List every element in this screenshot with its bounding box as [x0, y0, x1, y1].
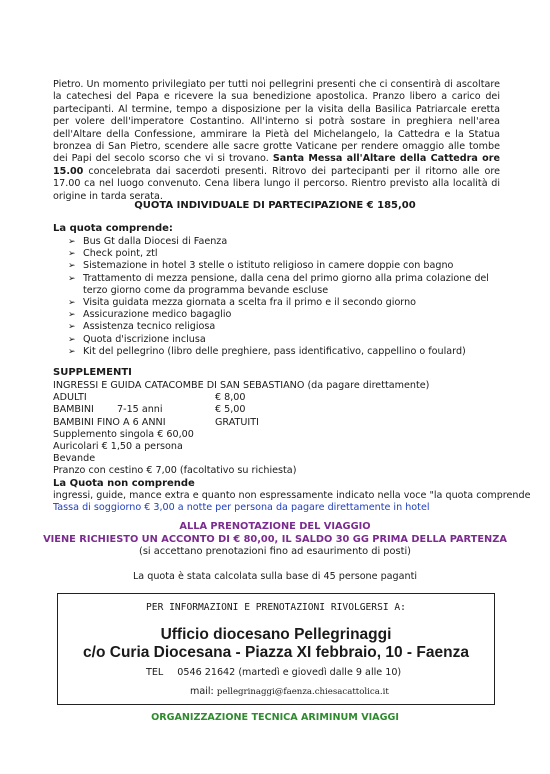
non-comprende-heading: La Quota non comprende [53, 477, 195, 489]
arrow-bullet-icon: ➢ [68, 249, 76, 260]
non-comprende-text: ingressi, guide, mance extra e quanto non espressamente indicato nella voce "la quota comprende [53, 489, 531, 501]
comprende-heading: La quota comprende: [53, 223, 173, 234]
list-item: ➢ Sistemazione in hotel 3 stelle o istituto religioso in camere doppie con bagno [68, 260, 454, 272]
santa-messa-highlight: Santa Messa all'Altare della Cattedra ore 15.00 [53, 153, 500, 177]
arrow-bullet-icon: ➢ [68, 261, 76, 272]
pranzo-line: Pranzo con cestino € 7,00 (facoltativo su richiesta) [53, 465, 297, 477]
catacombe-line: INGRESSI E GUIDA CATACOMBE DI SAN SEBASTIANO (da pagare direttamente) [53, 380, 430, 391]
supplementi-block [53, 380, 531, 514]
prenotazione-line-2: VIENE RICHIESTO UN ACCONTO DI € 80,00, IL SALDO 30 GG PRIMA DELLA PARTENZA [43, 533, 507, 545]
intro-text-b: concelebrata dai sacerdoti presenti. Ritrovo dei partecipanti per il ritorno alle ore 17.00 ca nel luogo convenuto. Cena libera lungo il percorso. Rientro previsto alla località di origine in tarda serata. [53, 165, 500, 202]
supplementi-heading: SUPPLEMENTI [53, 367, 132, 378]
office-name: Ufficio diocesano Pellegrinaggi [160, 626, 392, 643]
comprende-list [68, 236, 498, 358]
price-row-bambini: BAMBINI 7-15 anni € 5,00 [53, 404, 246, 416]
list-item: ➢ Assistenza tecnico religiosa [68, 321, 216, 333]
mail-line [190, 686, 389, 697]
list-item: ➢ Check point, ztl [68, 248, 158, 260]
tel-label: TEL [146, 667, 164, 678]
list-item: ➢ Kit del pellegrino (libro delle preghiere, pass identificativo, cappellino o foulard) [68, 345, 466, 357]
arrow-bullet-icon: ➢ [68, 346, 76, 357]
arrow-bullet-icon: ➢ [68, 310, 76, 321]
auricolari-line: Auricolari € 1,50 a persona [53, 440, 183, 452]
quota-title: QUOTA INDIVIDUALE DI PARTECIPAZIONE € 185,00 [134, 200, 416, 211]
prenotazione-line-3: (si accettano prenotazioni fino ad esaurimento di posti) [139, 546, 411, 557]
mail-label: mail: [190, 686, 214, 697]
organizzazione-footer: ORGANIZZAZIONE TECNICA ARIMINUM VIAGGI [151, 712, 399, 723]
arrow-bullet-icon: ➢ [68, 237, 76, 247]
arrow-bullet-icon: ➢ [68, 273, 76, 284]
arrow-bullet-icon: ➢ [68, 322, 76, 333]
list-item: ➢ Visita guidata mezza giornata a scelta fra il primo e il secondo giorno [68, 297, 417, 309]
singola-line: Supplemento singola € 60,00 [53, 428, 194, 440]
info-box [57, 593, 495, 705]
tel-value: 0546 21642 (martedì e giovedì dalle 9 alle 10) [177, 667, 402, 678]
info-box-header: PER INFORMAZIONI E PRENOTAZIONI RIVOLGERSI A: [146, 602, 406, 613]
list-item: ➢ Assicurazione medico bagaglio [68, 309, 232, 321]
office-address: c/o Curia Diocesana - Piazza XI febbraio, 10 - Faenza [83, 644, 469, 661]
calcolo-note: La quota è stata calcolata sulla base di 45 persone paganti [132, 571, 418, 582]
arrow-bullet-icon: ➢ [68, 298, 76, 309]
price-row-bambini-6: BAMBINI FINO A 6 ANNI GRATUITI [53, 416, 259, 428]
prenotazione-block [0, 521, 550, 559]
list-item: ➢ Quota d'iscrizione inclusa [68, 333, 206, 345]
program-description [53, 79, 500, 203]
mail-address-link[interactable]: pellegrinaggi@faenza.chiesacattolica.it [216, 687, 389, 697]
list-item: ➢ Trattamento di mezza pensione, dalla cena del primo giorno alla prima colazione del terzo giorno come da programma bevande escluse [68, 272, 489, 296]
tassa-soggiorno-line: Tassa di soggiorno € 3,00 a notte per persona da pagare direttamente in hotel [53, 501, 430, 513]
list-item: ➢ Bus Gt dalla Diocesi di Faenza [68, 236, 228, 247]
bevande-line: Bevande [53, 453, 96, 465]
arrow-bullet-icon: ➢ [68, 334, 76, 345]
price-row-adulti: ADULTI € 8,00 [53, 392, 246, 404]
intro-text-a: Pietro. Un momento privilegiato per tutti noi pellegrini presenti che ci consentirà di ascoltare la catechesi del Papa e ricevere la sua benedizione apostolica. Pranzo libero a carico dei partecipanti. Al termine, tempo a disposizione per la visita della Basilica Patriarcale eretta per volere dell'imperatore Costantino. All'interno si potrà sostare in preghiera nell'area dell'Altare della Confessione, ammirare la Pietà del Michelangelo, la Cattedra e la Statua bronzea di San Pietro, scendere alle sacre grotte Vaticane per rendere omaggio alle tombe dei Papi del secolo scorso che vi si trovano. [53, 79, 500, 165]
prenotazione-line-1: ALLA PRENOTAZIONE DEL VIAGGIO [179, 521, 371, 532]
telephone-line [146, 667, 401, 678]
